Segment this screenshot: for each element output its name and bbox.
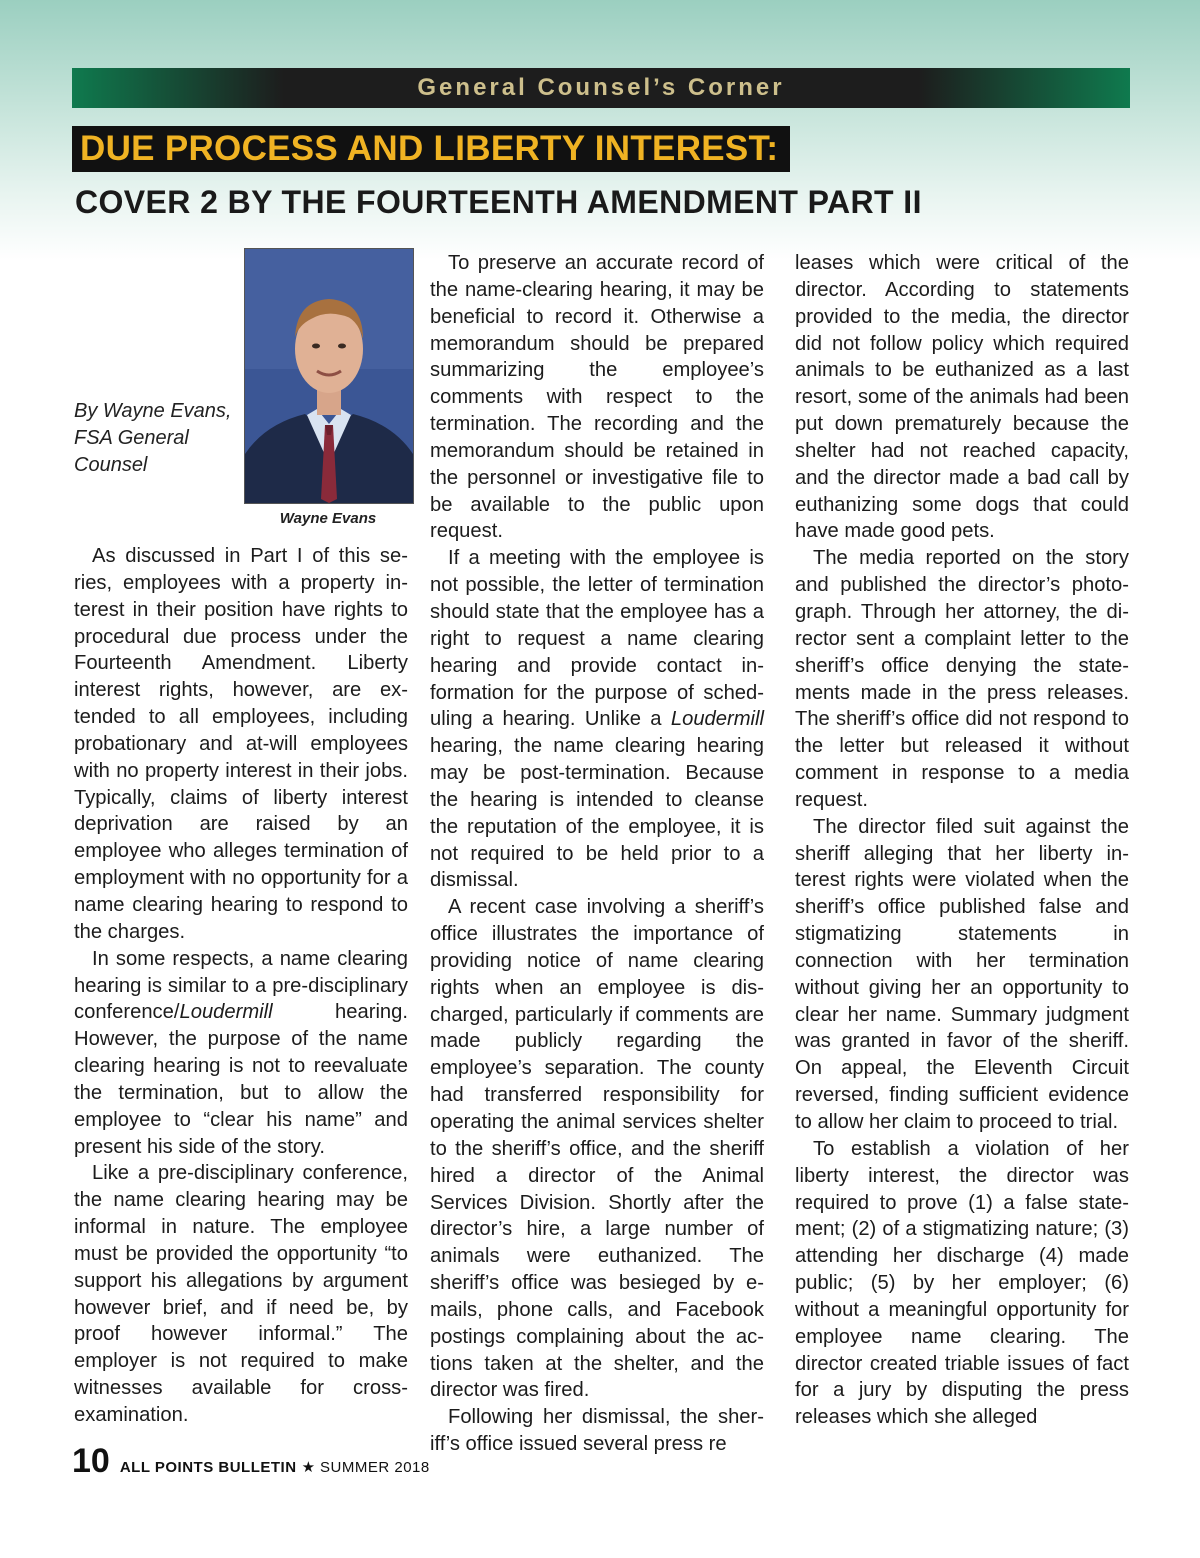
paragraph: A recent case involving a sheriff’s office illustrates the importance of providing notice of name clearing rights when an employee is discharged, particularly if comments are made publicly regarding the employee’s separation. The county had transferred responsibility for operating the animal services shelter to the sheriff’s office, and the sheriff hired a director of the Animal Services Division. Shortly after the director’s hire, a large number of animals were euthanized. The sheriff’s office was besieged by e-mails, phone calls, and Facebook postings complaining about the actions taken at the shelter, and the director was fired. xyxy=(430,896,764,1402)
author-photo xyxy=(244,248,414,504)
issue-label: SUMMER 2018 xyxy=(320,1459,430,1476)
paragraph: Like a pre-disciplinary conference, the name clearing hearing may be informal in nature. The employee must be provided the opportunity “to support his allegations by argument however brief, and if need be, by proof however informal.” The employer is not required to make witnesses available for cross-examination. xyxy=(74,1162,408,1426)
byline-line: FSA General xyxy=(74,427,189,449)
paragraph: If a meeting with the employee is not possible, the letter of termination should state that the employee has a right to request a name clearing hearing and provide contact information for the purpose of scheduling a hearing. Unlike a Loudermill hearing, the name clearing hearing may be post-termination. Because the hearing is intended to cleanse the reputation of the employee, it is not required to be held prior to a dismissal. xyxy=(430,547,764,892)
byline-line: By Wayne Evans, xyxy=(74,400,232,422)
page-footer xyxy=(72,1442,430,1480)
paragraph: The media reported on the story and published the director’s photograph. Through her attorney, the director sent a complaint letter to the sheriff’s office denying the statements made in the press releases. The sheriff’s office did not respond to the letter but released it without comment in response to a media request. xyxy=(795,547,1129,811)
paragraph: In some respects, a name clearing hearing is similar to a pre-disciplinary conference/Loudermill hearing. However, the purpose of the name clearing hearing is not to reevaluate the termination, but to allow the employee to “clear his name” and present his side of the story. xyxy=(74,947,408,1158)
portrait-icon xyxy=(245,249,413,503)
article-column-3 xyxy=(795,250,1129,1431)
page-number: 10 xyxy=(72,1442,110,1480)
paragraph: The director filed suit against the sheriff alleging that her liberty interest rights were violated when the sheriff’s office published false and stigmatizing statements in connection with her termination without giving her an opportunity to clear her name. Summary judgment was granted in favor of the sheriff. On appeal, the Eleventh Circuit reversed, finding sufficient evidence to allow her claim to proceed to trial. xyxy=(795,815,1129,1133)
paragraph: Following her dismissal, the sheriff’s office issued several press re xyxy=(430,1406,764,1456)
article-title-box xyxy=(72,126,790,172)
paragraph: leases which were critical of the director. According to statements provided to the media, the director did not follow policy which required animals to be euthanized as a last resort, some of the animals had been put down prematurely because the shelter had not reached capacity, and the director made a bad call by euthanizing some dogs that could have made good pets. xyxy=(795,252,1129,543)
section-label: General Counsel’s Corner xyxy=(417,74,785,101)
byline xyxy=(74,398,244,479)
paragraph: To establish a violation of her liberty interest, the director was required to prove (1) a false statement; (2) of a stigmatizing nature; (3) attending her discharge (4) made public; (5) by her employer; (6) without a meaningful opportunity for employee name clearing. The director created triable issues of fact for a jury by disputing the press releases which she alleged xyxy=(795,1137,1129,1429)
article-column-1 xyxy=(74,543,408,1429)
photo-caption: Wayne Evans xyxy=(279,510,377,527)
article-subtitle: COVER 2 BY THE FOURTEENTH AMENDMENT PART II xyxy=(75,184,922,220)
article-column-2 xyxy=(430,250,764,1458)
section-banner xyxy=(72,68,1130,108)
publication-name: ALL POINTS BULLETIN xyxy=(119,1459,297,1476)
byline-line: Counsel xyxy=(74,454,148,476)
article-title: DUE PROCESS AND LIBERTY INTEREST: xyxy=(80,129,779,168)
paragraph: To preserve an accurate record of the name-clearing hearing, it may be beneficial to record it. Otherwise a memorandum should be prepared summarizing the employee’s comments with respect to the termination. The recording and the memorandum should be retained in the personnel or investigative file to be available to the public upon request. xyxy=(430,252,764,543)
star-icon: ★ xyxy=(301,1459,316,1476)
paragraph: As discussed in Part I of this series, employees with a property interest in their position have rights to procedural due process under the Fourteenth Amendment. Liberty interest rights, however, are extended to all employees, including probationary and at-will employees with no property interest in their jobs. Typically, claims of liberty interest deprivation are raised by an employee who alleges termination of employment with no opportunity for a name clearing hearing to respond to the charges. xyxy=(74,545,408,943)
